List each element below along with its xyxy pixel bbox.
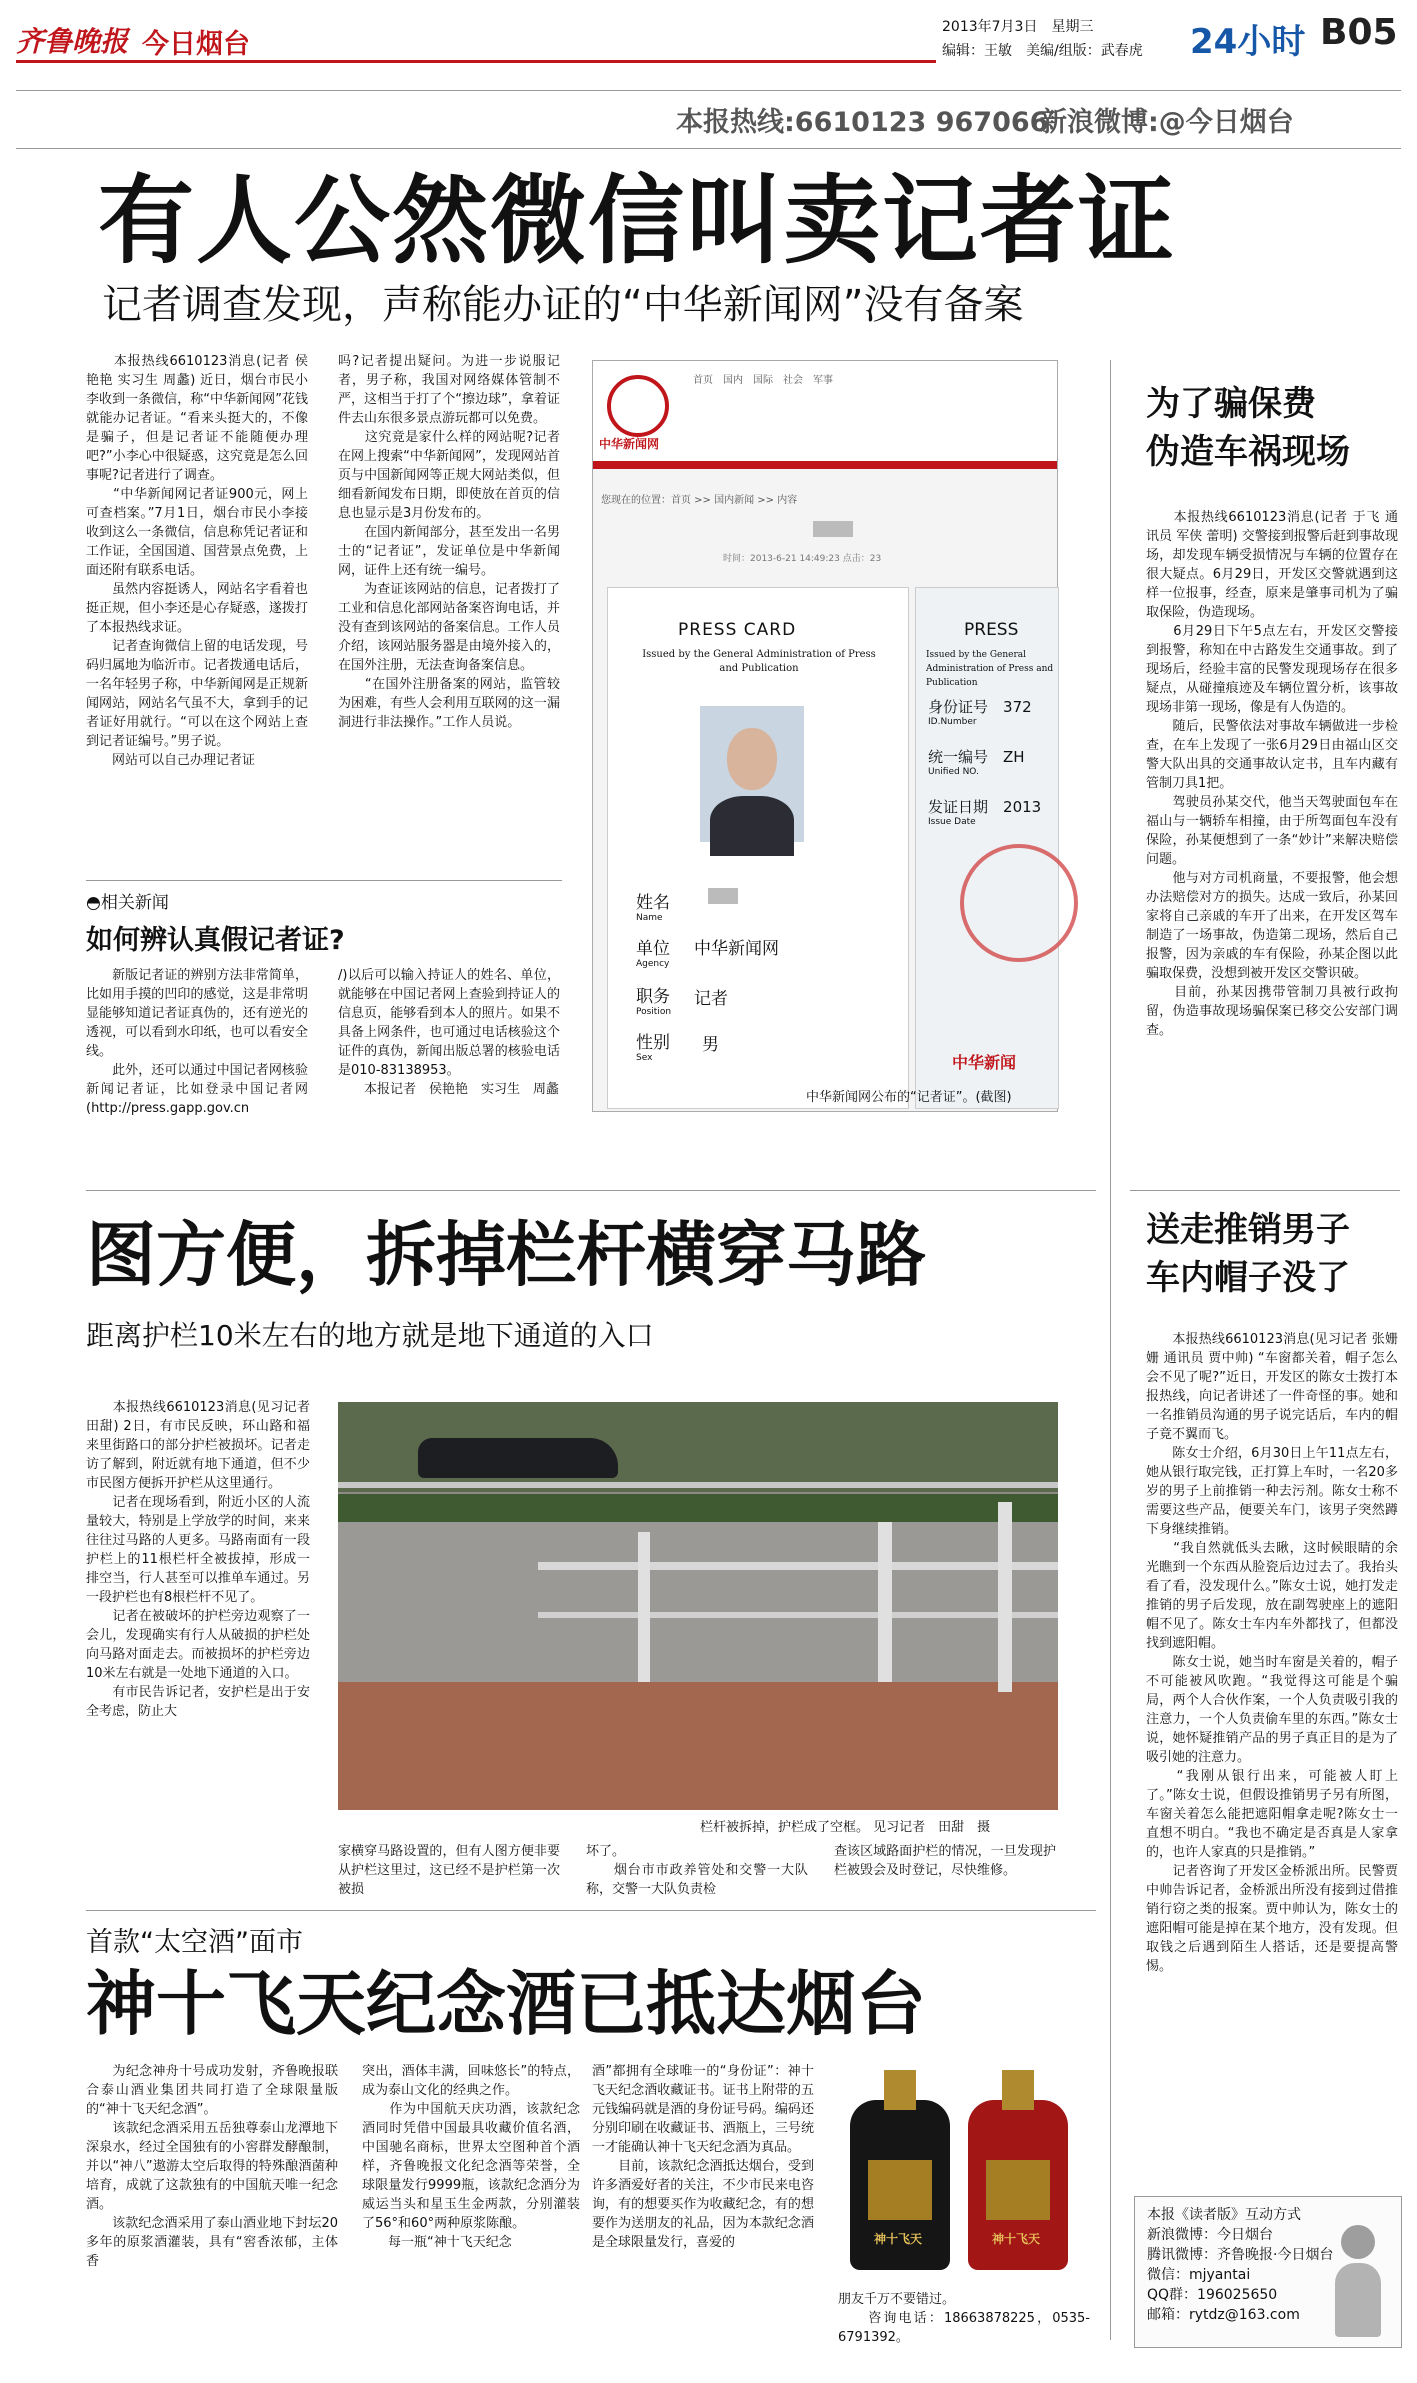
story2-body-col2: 家横穿马路设置的，但有人图方便非要从护栏这里过，这已经不是护栏第一次被损 (338, 1844, 560, 1897)
side1-headline: 为了骗保费 伪造车祸现场 (1146, 384, 1350, 472)
story3-headline: 神十飞天纪念酒已抵达烟台 (86, 1963, 926, 2045)
card-portrait (700, 706, 804, 842)
story3-body-col4: 朋友千万不要错过。 咨询电话：18663878225，0535-6791392。 (838, 2292, 1090, 2345)
blurred-name (708, 888, 738, 904)
figure-body-icon (1335, 2263, 1381, 2337)
card-sex-label: 性别 Sex (636, 1033, 670, 1063)
press-card-front: PRESS CARD Issued by the General Administration of Press and Publication 姓名 Name 单位 Agency 中华新闻网 职务 Position 记者 性别 Sex 男 (607, 587, 909, 1109)
card-unit-label: 单位 Agency (636, 939, 670, 969)
issue-date: 2013年7月3日 星期三 (942, 19, 1094, 35)
railing-photo-caption: 栏杆被拆掉，护栏成了空框。 见习记者 田甜 摄 (700, 1820, 991, 1835)
related-headline: 如何辨认真假记者证? (86, 925, 345, 956)
story2-body-col4: 查该区域路面护栏的情况，一旦发现护栏被毁会及时登记，尽快维修。 (834, 1844, 1056, 1878)
reader-interaction-box (1134, 2196, 1402, 2348)
story2-headline: 图方便，拆掉栏杆横穿马路 (86, 1214, 926, 1296)
hotline: 本报热线:6610123 967066 (676, 107, 1049, 138)
related-body-col2: /)以后可以输入持证人的姓名、单位，就能够在中国记者网上查验到持证人的信息页，能够看到本人的照片。如果不具备上网条件，也可通过电话核验这个证件的真伪，新闻出版总署的核验电话是010-83138953。 本报记者 侯艳艳 实习生 周蠡 (338, 968, 560, 1097)
story1-body-col2: 吗?记者提出疑问。为进一步说服记者，男子称，我国对网络媒体管制不严，这相当于打了个“擦边球”，拿着证件去山东很多景点游玩都可以免费。 这究竟是家什么样的网站呢?记者在网上搜索“中华新闻网”，发现网站首页与中国新闻网等正规大网站类似，但细看新闻发布日期，即使放在首页的信息也显示是3月份发布的。 在国内新闻部分，甚至发出一名男士的“记者证”，发证单位是中华新闻网，证件上还有统一编号。 为查证该网站的信息，记者拨打了工业和信息化部网站备案咨询电话，并没有查到该网站的备案信息。工作人员介绍，该网站服务器是由境外接入的，在国外注册，无法查询备案信息。 “在国外注册备案的网站，监管较为困难，有些人会利用互联网的这一漏洞进行非法操作。”工作人员说。 (338, 354, 560, 730)
related-arrow-icon: ◓ (86, 893, 101, 913)
blurred-title (813, 521, 853, 537)
site-nav: 首页 国内 国际 社会 军事 (693, 375, 833, 386)
side2-headline: 送走推销男子 车内帽子没了 (1146, 1210, 1350, 1298)
bottle-label-left: 神十飞天 (874, 2232, 923, 2246)
bottle-label-right: 神十飞天 (992, 2232, 1041, 2246)
story1-headline: 有人公然微信叫卖记者证 (98, 165, 1176, 277)
editor-credits: 编辑：王敏 美编/组版：武春虎 (942, 43, 1143, 59)
story1-body-col1: 本报热线6610123消息(记者 侯艳艳 实习生 周蠡) 近日，烟台市民小李收到一条微信，称“中华新闻网”花钱就能办记者证。“看来头挺大的，不像是骗子，但是记者证不能随便办理吧?”小李心中很疑惑，这究竟是怎么回事呢?记者进行了调查。 “中华新闻网记者证900元，网上可查档案。”7月1日，烟台市民小李接收到这么一条微信，信息称凭记者证和工作证，全国国道、国营景点免费，上面还附有联系电话。 虽然内容挺诱人，网站名字看着也挺正规，但小李还是心存疑惑，遂拨打了本报热线求证。 记者查询微信上留的电话发现，号码归属地为临沂市。记者拨通电话后，一名年轻男子称，中华新闻网是正规新闻网站，网站名气虽不大，拿到手的记者证好用就行。“可以在这个网站上查到记者证编号。”男子说。 网站可以自己办理记者证 (86, 354, 308, 768)
card-job-value: 记者 (694, 989, 728, 1009)
story1-subhead: 记者调查发现，声称能办证的“中华新闻网”没有备案 (102, 282, 1024, 328)
liquor-bottles-photo (838, 2060, 1088, 2282)
site-logo-text: 中华新闻网 (599, 437, 660, 451)
story2-body-col1: 本报热线6610123消息(见习记者 田甜) 2日，有市民反映，环山路和福来里街路口的部分护栏被损坏。记者走访了解到，附近就有地下通道，但不少市民图方便拆开护栏从这里通行。 记者在现场看到，附近小区的人流量较大，特别是上学放学的时间，来来往往过马路的人更多。马路南面有一段护栏上的11根栏杆全被拔掉，形成一排空当，行人甚至可以推单车通过。另一段护栏也有8根栏杆不见了。 记者在被破坏的护栏旁边观察了一会儿，发现确实有行人从破损的护栏处向马路对面走去。而被损坏的护栏旁边10米左右就是一处地下通道的入口。 有市民告诉记者，安护栏是出于安全考虑，防止大 (86, 1400, 310, 1719)
card-unit-value: 中华新闻网 (694, 939, 779, 959)
story3-body-col1: 为纪念神舟十号成功发射，齐鲁晚报联合泰山酒业集团共同打造了全球限量版的“神十飞天纪念酒”。 该款纪念酒采用五岳独尊泰山龙潭地下深泉水，经过全国独有的小窖群发酵酿制，并以“神八”遨游太空后取得的特殊酿酒菌种培育，成就了这款独有的中国航天唯一纪念酒。 该款纪念酒采用了泰山酒业地下封坛20多年的原浆酒灌装，具有“窖香浓郁，主体香 (86, 2064, 338, 2269)
reader-lines: 本报《读者版》互动方式 新浪微博：今日烟台 腾讯微博：齐鲁晚报·今日烟台 微信：mjyantai QQ群：196025650 邮箱：rytdz@163.com (1147, 2207, 1334, 2323)
press-card-back: PRESS Issued by the General Administration of Press and Publication 身份证号 372 ID.Number 统一编号 ZH Unified NO. 发证日期 2013 Issue Date 中华新闻 (915, 587, 1059, 1109)
site-logo-icon (607, 375, 669, 437)
site-breadcrumb: 您现在的位置：首页 >> 国内新闻 >> 内容 (601, 495, 798, 506)
side1-body: 本报热线6610123消息(记者 于飞 通讯员 军侠 蕾明) 交警接到报警后赶到事故现场，却发现车辆受损情况与车辆的位置存在很大疑点。6月29日，开发区交警就遇到这样一位报事，经查，原来是肇事司机为了骗取保险，伪造现场。 6月29日下午5点左右，开发区交警接到报警，称知在中古路发生交通事故。到了现场后，经验丰富的民警发现现场存在很多疑点，从碰撞痕迹及车辆位置分析，该事故现场非第一现场，像是有人伪造的。 随后，民警依法对事故车辆做进一步检查，在车上发现了一张6月29日由福山区交警大队出具的交通事故认定书，且车内藏有管制刀具1把。 驾驶员孙某交代，他当天驾驶面包车在福山与一辆轿车相撞，由于所驾面包车没有保险，孙某便想到了一条“妙计”来解决赔偿问题。 他与对方司机商量，不要报警，他会想办法赔偿对方的损失。达成一致后，孙某回家将自己亲戚的车开了出来，在开发区驾车制造了一场事故，伪造第二现场，然后自己报警，因为亲戚的车有保险，孙某企图以此骗取保费，没想到被开发区交警识破。 目前，孙某因携带管制刀具被行政拘留，伪造事故现场骗保案已移交公安部门调查。 (1146, 510, 1398, 1038)
page-number: B05 (1320, 12, 1398, 53)
press-card-screenshot (592, 360, 1058, 1112)
related-tag: ◓相关新闻 (86, 893, 169, 913)
post-stamp: 时间：2013-6-21 14:49:23 点击：23 (723, 554, 882, 564)
press-card-title: PRESS CARD (678, 620, 797, 640)
figure-head-icon (1341, 2225, 1375, 2259)
card-job-label: 职务 Position (636, 987, 672, 1017)
story3-kicker: 首款“太空酒”面市 (86, 1927, 303, 1958)
card-back-seal-text: 中华新闻 (952, 1053, 1017, 1072)
story2-subhead: 距离护栏10米左右的地方就是地下通道的入口 (86, 1319, 654, 1352)
story3-body-col3: 酒”都拥有全球唯一的“身份证”：神十飞天纪念酒收藏证书。证书上附带的五元钱编码就是酒的身份证号码。编码还分别印刷在收藏证书、酒瓶上，三号统一才能确认神十飞天纪念酒为真品。 目前，该款纪念酒抵达烟台，受到许多酒爱好者的关注，不少市民来电咨询，有的想要买作为收藏纪念，有的想要作为送朋友的礼品，因为本款纪念酒是全球限量发行，喜爱的 (592, 2064, 814, 2250)
official-seal-icon (960, 844, 1078, 962)
hours-label: 24小时 (1190, 22, 1306, 62)
side2-body: 本报热线6610123消息(见习记者 张姗姗 通讯员 贾中帅) “车窗都关着，帽子怎么会不见了呢?”近日，开发区的陈女士拨打本报热线，向记者讲述了一件奇怪的事。她和一名推销员沟通的男子说完话后，车内的帽子竟不翼而飞。 陈女士介绍，6月30日上午11点左右，她从银行取完钱，正打算上车时，一名20多岁的男子上前推销一种去污剂。陈女士称不需要这些产品，便要关车门，该男子突然蹲下身继续推销。 “我自然就低头去瞅，这时候眼睛的余光瞧到一个东西从脸瓷后边过去了。我抬头看了看，没发现什么。”陈女士说，她打发走推销的男子后发现，放在副驾驶座上的遮阳帽不见了。陈女士车内车外都找了，但都没找到遮阳帽。 陈女士说，她当时车窗是关着的，帽子不可能被风吹跑。“我觉得这可能是个骗局，两个人合伙作案，一个人负责吸引我的注意力，一个人负责偷车里的东西。”陈女士说，她怀疑推销产品的男子真正目的是为了吸引她的注意力。 “我刚从银行出来，可能被人盯上了。”陈女士说，但假设推销男子另有所图，车窗关着怎么能把遮阳帽拿走呢?陈女士一直想不明白。“我也不确定是否真是人家拿的，也许人家真的只是推销。” 记者咨询了开发区金桥派出所。民警贾中帅告诉记者，金桥派出所没有接到过借推销行窃之类的报案。贾中帅认为，陈女士的遮阳帽可能是掉在某个地方，没有发现。但取钱之后遇到陌生人搭话，还是要提高警惕。 (1146, 1332, 1398, 1974)
press-card-caption: 中华新闻网公布的“记者证”。(截图) (806, 1090, 1012, 1105)
story3-body-col2: 突出，酒体丰满，回味悠长”的特点，成为泰山文化的经典之作。 作为中国航天庆功酒，该款纪念酒同时凭借中国最具收藏价值名酒，中国驰名商标，世界太空图种首个酒样，齐鲁晚报文化纪念酒等荣誉，全球限量发行9999瓶，该款纪念酒分为威运当头和星玉生金两款，分别灌装了56°和60°两种原浆陈酿。 每一瓶“神十飞天纪念 (362, 2064, 580, 2250)
newspaper-brand: 齐鲁晚报 (16, 25, 129, 58)
broken-railing-photo (338, 1402, 1058, 1810)
section-name: 今日烟台 (142, 29, 250, 60)
related-body-col1: 新版记者证的辨别方法非常简单，比如用手摸的凹印的感觉，这是非常明显能够知道记者证真伪的，还有逆光的透视，可以看到水印纸，也可以看安全线。 此外，还可以通过中国记者网核验新闻记者证，比如登录中国记者网(http://press.gapp.gov.cn (86, 968, 308, 1116)
weibo-handle: 新浪微博:@今日烟台 (1040, 107, 1294, 138)
card-sex-value: 男 (702, 1035, 719, 1055)
card-name-label: 姓名 Name (636, 893, 670, 923)
story2-body-col3: 坏了。 烟台市市政养管处和交警一大队称，交警一大队负责检 (586, 1844, 808, 1897)
